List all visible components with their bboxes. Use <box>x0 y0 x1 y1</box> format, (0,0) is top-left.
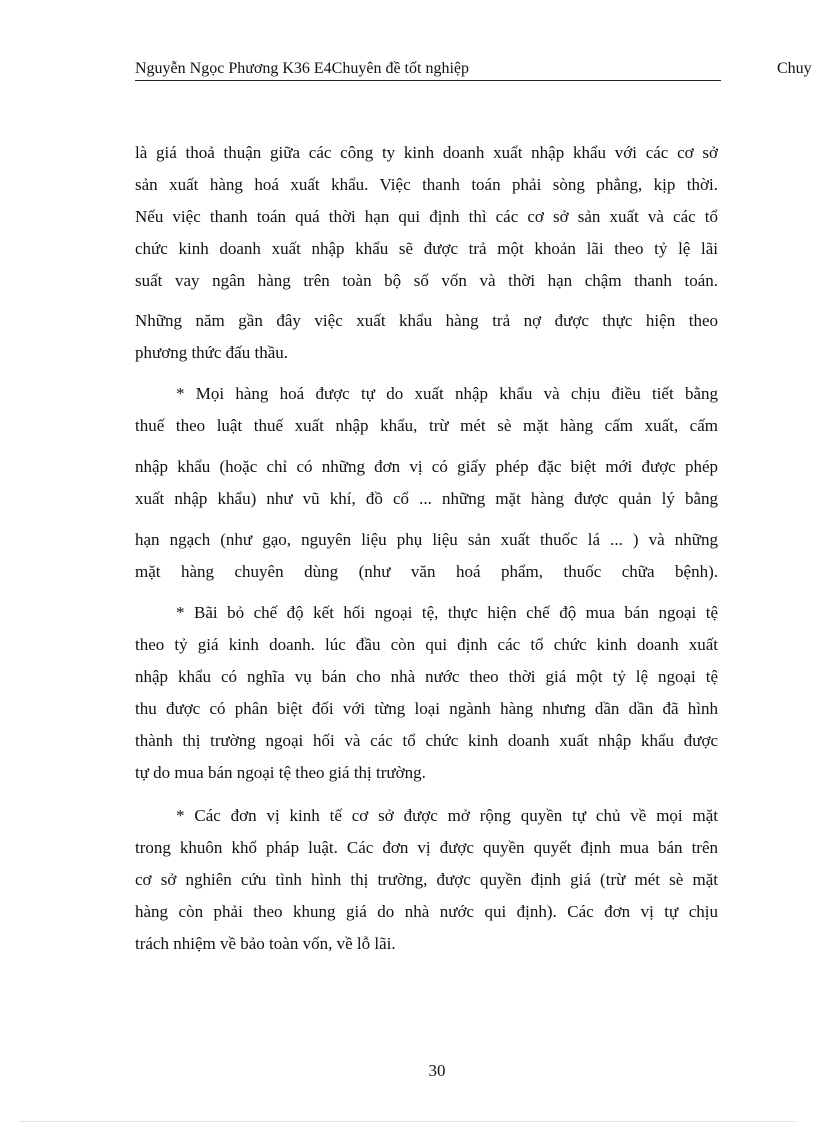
body-line: tự do mua bán ngoại tệ theo giá thị trường. <box>135 763 426 782</box>
body-line: hàng còn phải theo khung giá do nhà nước qui định). Các đơn vị tự chịu <box>135 902 718 921</box>
body-line: nhập khẩu (hoặc chỉ có những đơn vị có giấy phép đặc biệt mới được phép <box>135 457 718 476</box>
body-line: xuất nhập khẩu) như vũ khí, đồ cổ ... những mặt hàng được quản lý bằng <box>135 489 718 508</box>
body-line: trong khuôn khổ pháp luật. Các đơn vị được quyền quyết định mua bán trên <box>135 838 718 857</box>
page-number: 30 <box>428 1061 446 1080</box>
bullet-line: * Bãi bỏ chế độ kết hối ngoại tệ, thực hiện chế độ mua bán ngoại tệ <box>176 603 718 622</box>
body-line: sản xuất hàng hoá xuất khẩu. Việc thanh toán phải sòng phẳng, kịp thời. <box>135 175 718 194</box>
running-header <box>135 58 721 81</box>
page-bottom-border <box>20 1121 796 1122</box>
body-line: thành thị trường ngoại hối và các tổ chức kinh doanh xuất nhập khẩu được <box>135 731 718 750</box>
body-line: mặt hàng chuyên dùng (như văn hoá phẩm, thuốc chữa bệnh). <box>135 562 718 581</box>
body-line: hạn ngạch (như gạo, nguyên liệu phụ liệu sản xuất thuốc lá ... ) và những <box>135 530 718 549</box>
body-line: Nếu việc thanh toán quá thời hạn qui định thì các cơ sở sản xuất và các tổ <box>135 207 718 226</box>
body-line: nhập khẩu có nghĩa vụ bán cho nhà nước theo thời giá một tỷ lệ ngoại tệ <box>135 667 718 686</box>
body-line: thu được có phân biệt đối với từng loại ngành hàng nhưng dần dần đã hình <box>135 699 718 718</box>
body-line: phương thức đấu thầu. <box>135 343 288 362</box>
bullet-line: * Các đơn vị kinh tế cơ sở được mở rộng quyền tự chủ về mọi mặt <box>176 806 718 825</box>
body-line: Những năm gần đây việc xuất khẩu hàng trả nợ được thực hiện theo <box>135 311 718 330</box>
body-line: là giá thoả thuận giữa các công ty kinh doanh xuất nhập khẩu với các cơ sở <box>135 143 718 162</box>
body-line: cơ sở nghiên cứu tình hình thị trường, được quyền định giá (trừ mét sè mặt <box>135 870 718 889</box>
body-line: suất vay ngân hàng trên toàn bộ số vốn và thời hạn chậm thanh toán. <box>135 271 718 290</box>
body-line: trách nhiệm về bảo toàn vốn, về lỗ lãi. <box>135 934 396 953</box>
running-header-cut-text: Chuy <box>777 60 812 77</box>
body-line: chức kinh doanh xuất nhập khẩu sẽ được trả một khoản lãi theo tỷ lệ lãi <box>135 239 718 258</box>
body-line: thuế theo luật thuế xuất nhập khẩu, trừ mét sè mặt hàng cấm xuất, cấm <box>135 416 718 435</box>
body-line: theo tỷ giá kinh doanh. lúc đầu còn qui định các tổ chức kinh doanh xuất <box>135 635 718 654</box>
bullet-line: * Mọi hàng hoá được tự do xuất nhập khẩu và chịu điều tiết bằng <box>176 384 718 403</box>
running-title: Nguyễn Ngọc Phương K36 E4Chuyên đề tốt nghiệp <box>135 60 469 77</box>
